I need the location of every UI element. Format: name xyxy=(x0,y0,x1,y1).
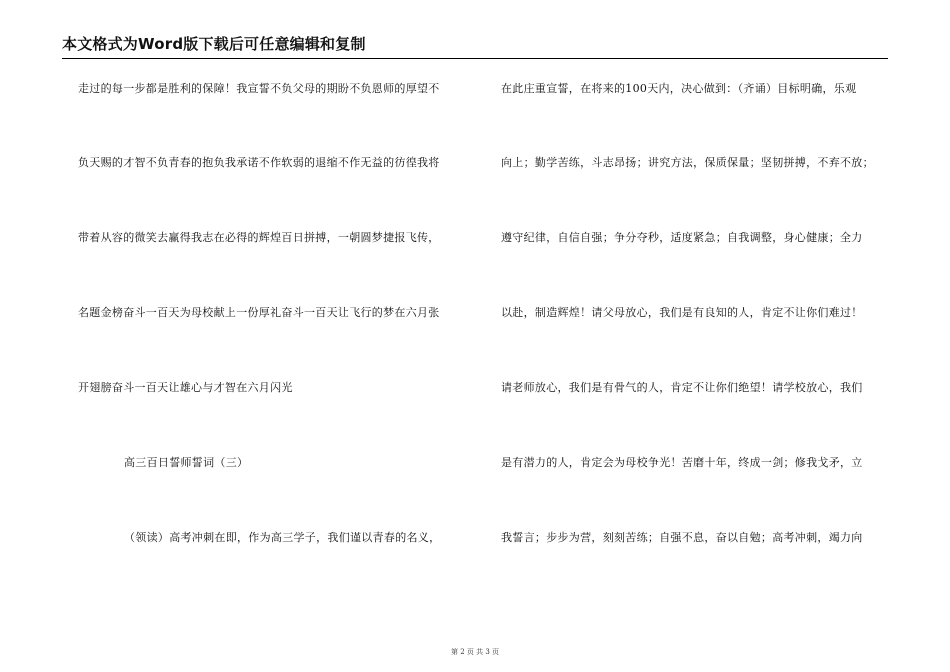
section-heading: 高三百日誓师誓词（三） xyxy=(124,456,249,469)
text-line: （领读）高考冲刺在即，作为高三学子，我们谨以青春的名义， xyxy=(124,531,441,544)
text-line: 名题金榜奋斗一百天为母校献上一份厚礼奋斗一百天让飞行的梦在六月张 xyxy=(78,306,440,319)
page-number: 第 2 页 共 3 页 xyxy=(450,648,500,656)
text-line: 开翅膀奋斗一百天让雄心与才智在六月闪光 xyxy=(78,381,293,394)
right-text-column xyxy=(501,0,896,600)
text-line: 是有潜力的人，肯定会为母校争光！苦磨十年，终成一剑；修我戈矛，立 xyxy=(501,456,863,469)
text-line: 请老师放心，我们是有骨气的人，肯定不让你们绝望！请学校放心，我们 xyxy=(501,381,863,394)
text-line: 以赴，制造辉煌！请父母放心，我们是有良知的人，肯定不让你们难过！ xyxy=(501,306,863,319)
text-line: 负天赐的才智不负青春的抱负我承诺不作软弱的退缩不作无益的彷徨我将 xyxy=(78,156,440,169)
text-line: 在此庄重宣誓，在将来的100天内，决心做到：（齐诵）目标明确，乐观 xyxy=(501,82,857,95)
document-header-title: 本文格式为Word版下载后可任意编辑和复制 xyxy=(62,35,366,53)
text-line: 带着从容的微笑去赢得我志在必得的辉煌百日拼搏，一朝圆梦捷报飞传， xyxy=(78,231,440,244)
left-text-column xyxy=(78,0,473,600)
text-line: 向上；勤学苦练，斗志昂扬；讲究方法，保质保量；坚韧拼搏，不弃不放； xyxy=(501,156,874,169)
text-line: 遵守纪律，自信自强；争分夺秒，适度紧急；自我调整，身心健康；全力 xyxy=(501,231,863,244)
text-line: 走过的每一步都是胜利的保障！我宣誓不负父母的期盼不负恩师的厚望不 xyxy=(78,82,440,95)
text-line: 我誓言；步步为营，刻刻苦练；自强不息，奋以自勉；高考冲刺，竭力向 xyxy=(501,531,863,544)
